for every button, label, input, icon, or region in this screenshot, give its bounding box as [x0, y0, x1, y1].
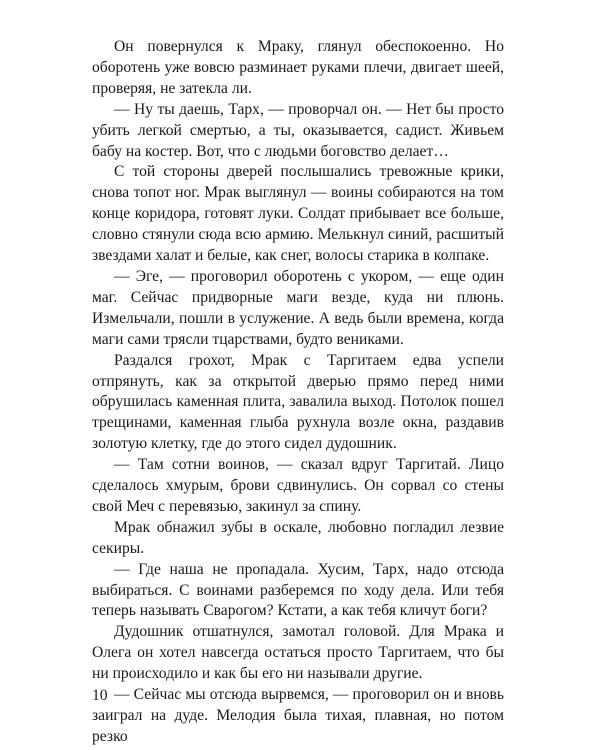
page-number: 10	[92, 687, 108, 704]
body-text	[92, 37, 504, 748]
paragraph-9: Дудошник отшатнулся, замотал головой. Для Мрака и Олега он хотел навсегда остаться просто Таргитаем, что бы ни происходило и как бы его ни называли другие.	[92, 623, 504, 683]
paragraph-5: Раздался грохот, Мрак с Таргитаем едва успели отпрянуть, как за открытой дверью прямо перед ними обрушилась каменная плита, завалила выход. Потолок пошел трещинами, каменная глыба рухнула возле окна, раздавив золотую клетку, где до этого сидел дудошник.	[92, 351, 504, 453]
paragraph-4: — Эге, — проговорил оборотень с укором, — еще один маг. Сейчас придворные маги везде, куда ни плюнь. Измельчали, пошли в услужение. А ведь были времена, когда маги сами трясли тцарствами, будто вениками.	[92, 267, 504, 348]
paragraph-7: Мрак обнажил зубы в оскале, любовно погладил лезвие секиры.	[92, 518, 504, 557]
paragraph-1: Он повернулся к Мраку, глянул обеспокоенно. Но оборотень уже вовсю разминает руками плечи, двигает шеей, проверяя, не затекла ли.	[92, 38, 504, 97]
paragraph-3: С той стороны дверей послышались тревожные крики, снова топот ног. Мрак выглянул — воины собираются на том конце коридора, готовят луки. Солдат прибывает все больше, словно стянули сюда всю армию. Мелькнул синий, расшитый звездами халат и белые, как снег, волосы старика в колпаке.	[92, 163, 504, 265]
paragraph-8: — Где наша не пропадала. Хусим, Тарх, надо отсюда выбираться. С воинами разберемся по ходу дела. Или тебя теперь называть Сварогом? Кстати, а как тебя кличут боги?	[92, 560, 504, 620]
paragraph-2: — Ну ты даешь, Тарх, — проворчал он. — Нет бы просто убить легкой смертью, а ты, оказывается, садист. Живьем бабу на костер. Вот, что с людьми боговство делает…	[92, 100, 504, 160]
paragraph-10: — Сейчас мы отсюда вырвемся, — проговорил он и вновь заиграл на дуде. Мелодия была тихая, плавная, но потом резко	[92, 686, 504, 745]
paragraph-6: — Там сотни воинов, — сказал вдруг Таргитай. Лицо сделалось хмурым, брови сдвинулись. Он сорвал со стены свой Меч с перевязью, закинул за спину.	[92, 456, 504, 515]
